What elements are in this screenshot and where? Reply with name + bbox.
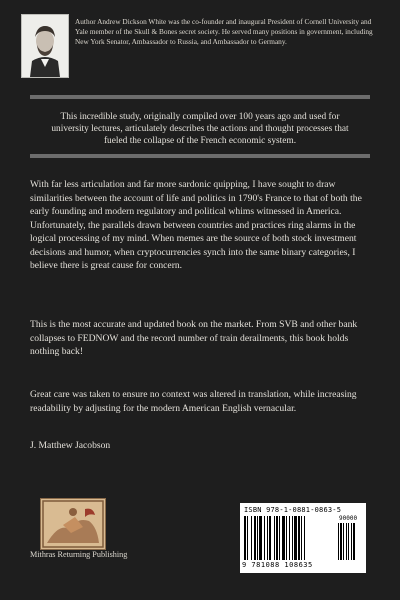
- price-code: 90000: [339, 515, 358, 522]
- publisher-name: Mithras Returning Publishing: [30, 550, 128, 559]
- author-bio: Author Andrew Dickson White was the co-founder and inaugural President of Cornell University and Yale member of the Skull & Bones secret society. He served many positions in government, including New York Senator, Ambassador to Russia, and Ambassador to Germany.: [75, 17, 373, 46]
- divider-rule-top: [30, 95, 370, 99]
- supplement-bar: [355, 523, 356, 560]
- divider-rule-bottom: [30, 154, 370, 158]
- body-paragraph-2: This is the most accurate and updated book on the market. From SVB and other bank collapses to FEDNOW and the record number of train derailments, this book holds nothing back!: [30, 319, 358, 357]
- publisher-logo: [40, 498, 106, 550]
- body-paragraph-1: With far less articulation and far more sardonic quipping, I have sought to draw similarities between the account of life and politics in 1790's France to that of both the early founding and modern regulatory and political whims witnessed in America. Unfortunately, the parallels drawn between countries and practices ring alarms in the logical processing of my mind. When memes are the source of both stock investment decisions and humor, when cryptocurrencies synch into the same binary categories, I believe there is great cause for concern.: [30, 179, 362, 271]
- author-signature: J. Matthew Jacobson: [30, 440, 111, 451]
- isbn-text: ISBN 978-1-0881-0863-5: [244, 506, 342, 514]
- supplement-bars: [338, 523, 362, 560]
- barcode-bars: [244, 516, 336, 560]
- book-summary: This incredible study, originally compiled over 100 years ago and used for university lectures, articulately describes the actions and thought processes that fueled the collapse of the French economic system.: [51, 112, 349, 146]
- isbn-barcode: [240, 503, 366, 573]
- barcode-bar: [305, 516, 308, 560]
- body-paragraph-3: Great care was taken to ensure no context was altered in translation, while increasing readability by adjusting for the modern American English vernacular.: [30, 389, 357, 414]
- author-portrait: [21, 14, 69, 78]
- ean-digits: 9 781088 108635: [242, 561, 313, 569]
